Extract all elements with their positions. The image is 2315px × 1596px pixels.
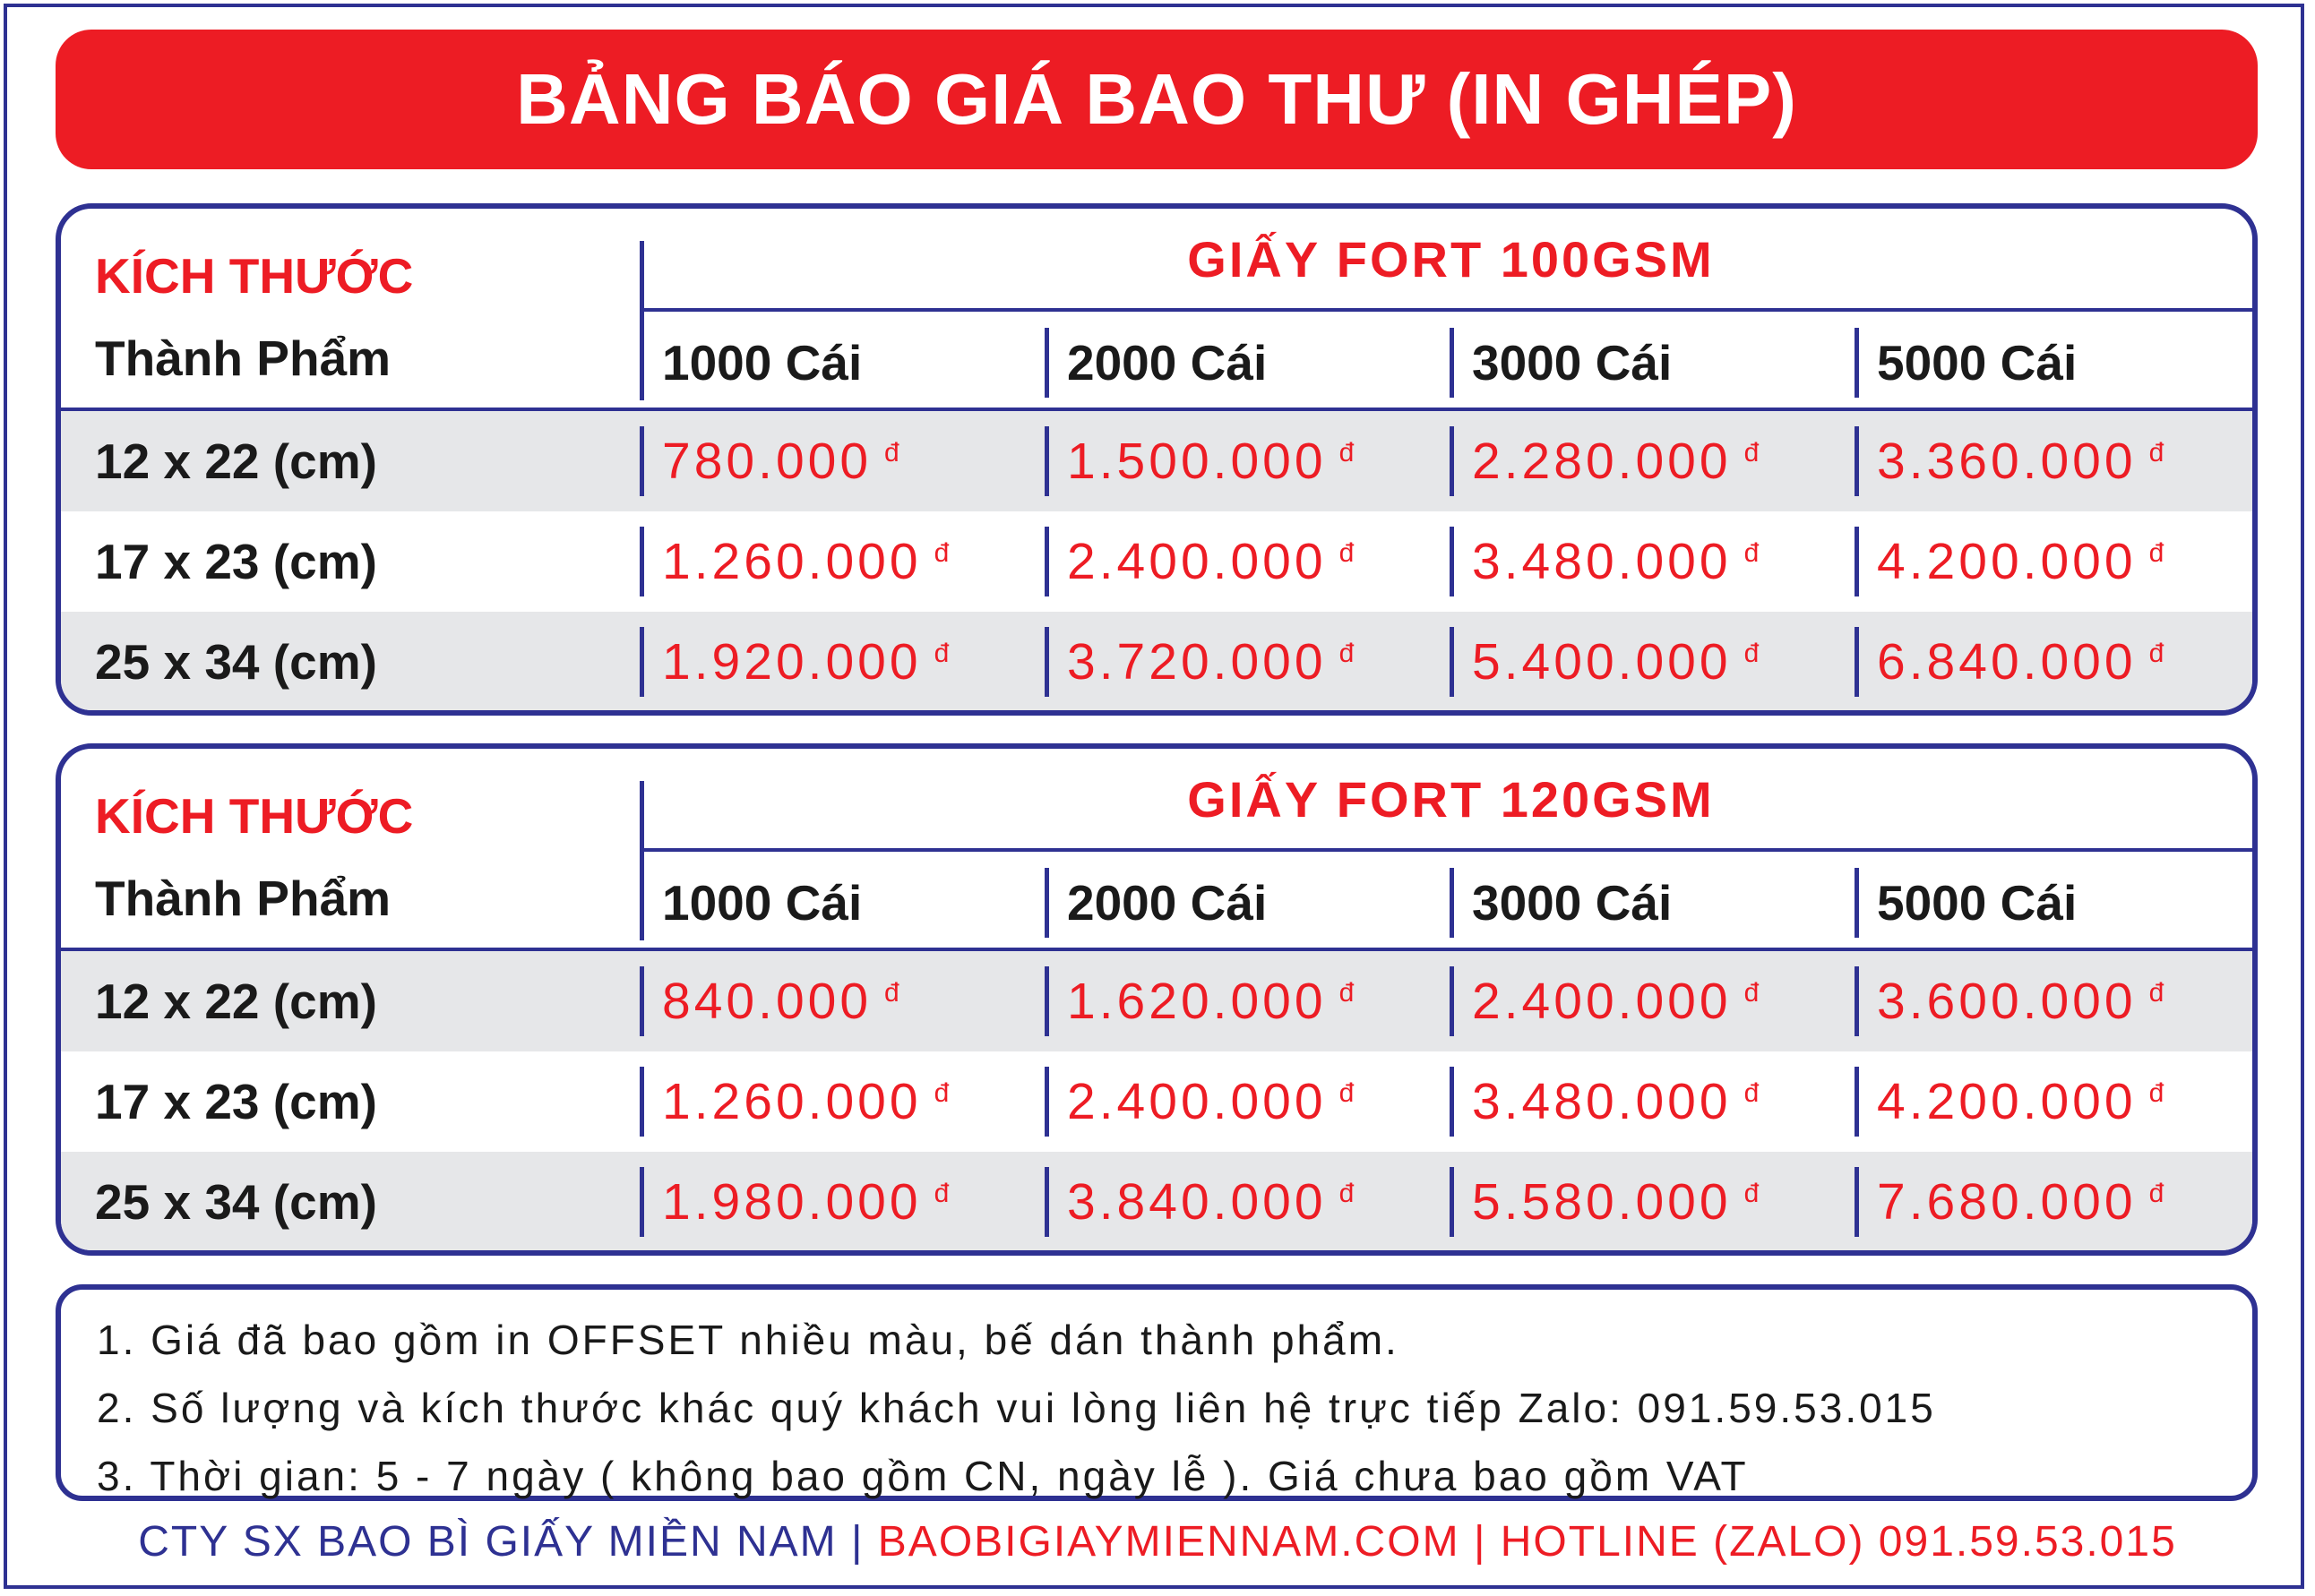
price-cell: 7.680.000 đ [1855, 1152, 2164, 1252]
size-header-sublabel: Thành Phẩm [95, 330, 392, 386]
note-item: 3. Thời gian: 5 - 7 ngày ( không bao gồm CN, ngày lễ ). Giá chưa bao gồm VAT [97, 1453, 1749, 1499]
table-row [61, 951, 2252, 1051]
size-header-label: KÍCH THƯỚC [95, 248, 414, 304]
qty-header-2000: 2000 Cái [1045, 854, 1267, 951]
size-header [95, 786, 413, 928]
size-header [95, 246, 413, 388]
price-cell: 2.400.000 đ [1045, 511, 1354, 612]
price-cell: 840.000 đ [640, 951, 899, 1051]
footer [0, 1517, 2315, 1566]
price-cell: 3.720.000 đ [1045, 612, 1354, 712]
price-cell: 780.000 đ [640, 411, 899, 511]
row-size: 17 x 23 (cm) [95, 534, 377, 589]
table-row [61, 1051, 2252, 1152]
price-cell: 2.400.000 đ [1045, 1051, 1354, 1152]
table-row [61, 612, 2252, 712]
qty-header-5000: 5000 Cái [1855, 854, 2077, 951]
price-cell: 2.280.000 đ [1450, 411, 1759, 511]
price-cell: 4.200.000 đ [1855, 511, 2164, 612]
qty-header-2000: 2000 Cái [1045, 314, 1267, 411]
footer-company: CTY SX BAO BÌ GIẤY MIỀN NAM | [138, 1518, 878, 1566]
table-row [61, 411, 2252, 511]
price-cell: 1.260.000 đ [640, 1051, 949, 1152]
size-header-sublabel: Thành Phẩm [95, 871, 392, 926]
price-cell: 1.920.000 đ [640, 612, 949, 712]
row-size: 25 x 34 (cm) [95, 1174, 377, 1230]
price-cell: 3.360.000 đ [1855, 411, 2164, 511]
price-cell: 3.600.000 đ [1855, 951, 2164, 1051]
price-cell: 3.840.000 đ [1045, 1152, 1354, 1252]
qty-header-5000: 5000 Cái [1855, 314, 2077, 411]
table-row [61, 1152, 2252, 1252]
row-size: 12 x 22 (cm) [95, 433, 377, 489]
price-table-100gsm [56, 203, 2258, 716]
paper-type-heading: GIẤY FORT 120GSM [1187, 771, 1715, 828]
price-cell: 3.480.000 đ [1450, 1051, 1759, 1152]
note-item: 1. Giá đã bao gồm in OFFSET nhiều màu, bế dán thành phẩm. [97, 1317, 1399, 1363]
table-row [61, 511, 2252, 612]
header-divider [644, 308, 2258, 312]
qty-header-3000: 3000 Cái [1450, 854, 1672, 951]
footer-contact[interactable]: BAOBIGIAYMIENNAM.COM | HOTLINE (ZALO) 091.59.53.015 [877, 1518, 2177, 1566]
price-cell: 5.400.000 đ [1450, 612, 1759, 712]
header-divider [644, 848, 2258, 852]
price-cell: 6.840.000 đ [1855, 612, 2164, 712]
price-cell: 1.500.000 đ [1045, 411, 1354, 511]
row-size: 25 x 34 (cm) [95, 634, 377, 690]
price-cell: 3.480.000 đ [1450, 511, 1759, 612]
price-cell: 1.980.000 đ [640, 1152, 949, 1252]
qty-header-1000: 1000 Cái [640, 314, 862, 411]
price-cell: 1.260.000 đ [640, 511, 949, 612]
price-cell: 5.580.000 đ [1450, 1152, 1759, 1252]
qty-header-1000: 1000 Cái [640, 854, 862, 951]
size-header-label: KÍCH THƯỚC [95, 788, 414, 844]
price-cell: 2.400.000 đ [1450, 951, 1759, 1051]
page-title: BẢNG BÁO GIÁ BAO THƯ (IN GHÉP) [56, 30, 2258, 169]
row-size: 17 x 23 (cm) [95, 1074, 377, 1129]
qty-header-3000: 3000 Cái [1450, 314, 1672, 411]
price-cell: 1.620.000 đ [1045, 951, 1354, 1051]
price-cell: 4.200.000 đ [1855, 1051, 2164, 1152]
notes-box [56, 1284, 2258, 1501]
paper-type-heading: GIẤY FORT 100GSM [1187, 231, 1715, 287]
price-table-120gsm [56, 743, 2258, 1256]
row-size: 12 x 22 (cm) [95, 974, 377, 1029]
note-item: 2. Số lượng và kích thước khác quý khách vui lòng liên hệ trực tiếp Zalo: 091.59.53.015 [97, 1385, 1936, 1431]
